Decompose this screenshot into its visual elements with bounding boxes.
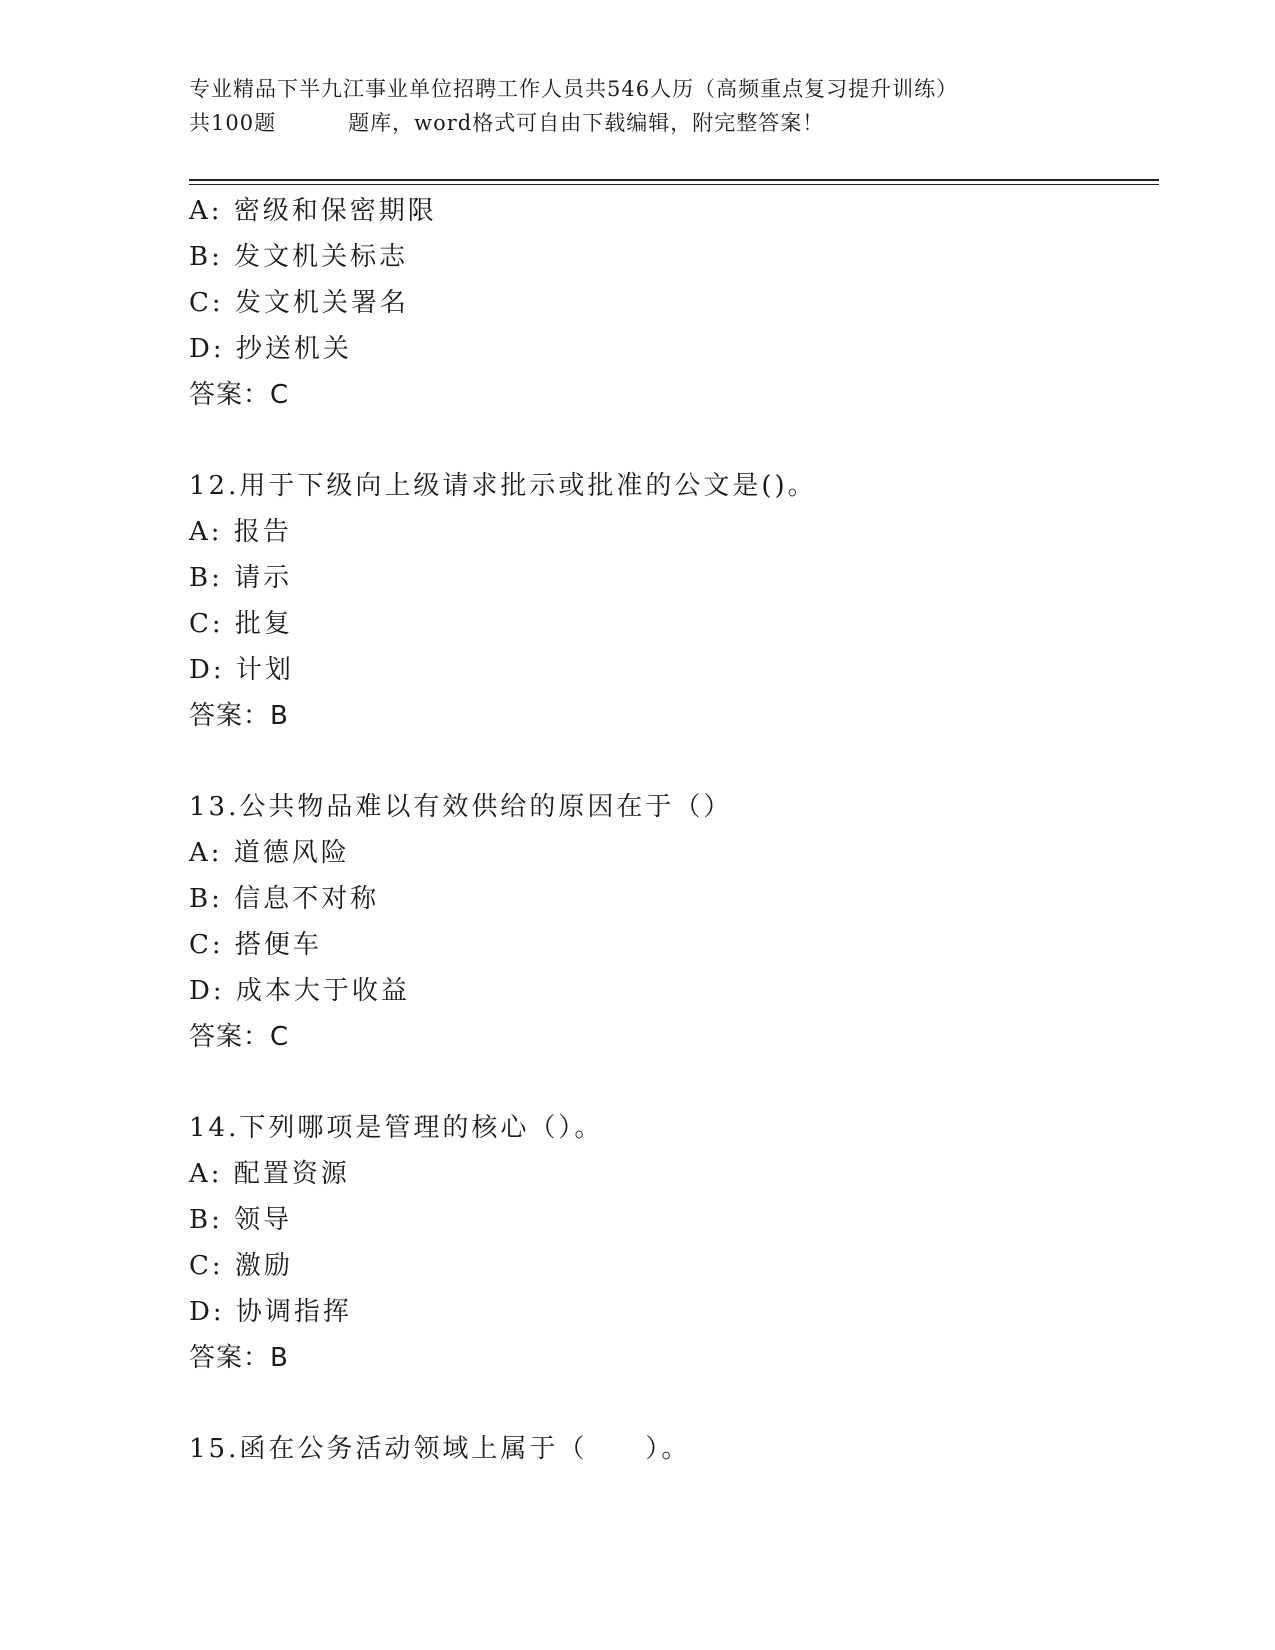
option-a: A: 配置资源 bbox=[189, 1159, 350, 1189]
option-b: B: 发文机关标志 bbox=[189, 242, 409, 272]
option-a: A: 道德风险 bbox=[189, 838, 350, 868]
option-a: A: 密级和保密期限 bbox=[189, 196, 437, 226]
option-d: D: 抄送机关 bbox=[189, 334, 352, 364]
header-question-count: 共100题 bbox=[189, 111, 277, 135]
option-a: A: 报告 bbox=[189, 517, 292, 547]
question-stem: 12.用于下级向上级请求批示或批准的公文是()。 bbox=[189, 471, 817, 501]
option-b: B: 领导 bbox=[189, 1205, 293, 1235]
header-subtitle-line bbox=[189, 106, 1159, 140]
option-c: C: 批复 bbox=[189, 609, 293, 639]
question-stem: 15.函在公务活动领域上属于（ ）。 bbox=[189, 1434, 691, 1464]
header-title-line: 专业精品下半九江事业单位招聘工作人员共546人历（高频重点复习提升训练） bbox=[189, 77, 959, 101]
option-d: D: 计划 bbox=[189, 655, 294, 685]
answer-line: 答案：C bbox=[189, 380, 290, 410]
option-b: B: 信息不对称 bbox=[189, 884, 380, 914]
question-list bbox=[189, 188, 1159, 1472]
option-c: C: 搭便车 bbox=[189, 930, 322, 960]
header-description: 题库，word格式可自由下载编辑，附完整答案！ bbox=[348, 111, 825, 135]
answer-line: 答案：B bbox=[189, 701, 289, 731]
answer-line: 答案：C bbox=[189, 1022, 290, 1052]
option-d: D: 成本大于收益 bbox=[189, 976, 410, 1006]
option-c: C: 激励 bbox=[189, 1251, 293, 1281]
question-stem: 13.公共物品难以有效供给的原因在于（） bbox=[189, 792, 733, 822]
option-b: B: 请示 bbox=[189, 563, 293, 593]
option-d: D: 协调指挥 bbox=[189, 1297, 352, 1327]
header-divider bbox=[189, 179, 1159, 185]
document-header bbox=[189, 72, 1159, 140]
answer-line: 答案：B bbox=[189, 1343, 289, 1373]
option-c: C: 发文机关署名 bbox=[189, 288, 409, 318]
question-stem: 14.下列哪项是管理的核心（）。 bbox=[189, 1113, 604, 1143]
